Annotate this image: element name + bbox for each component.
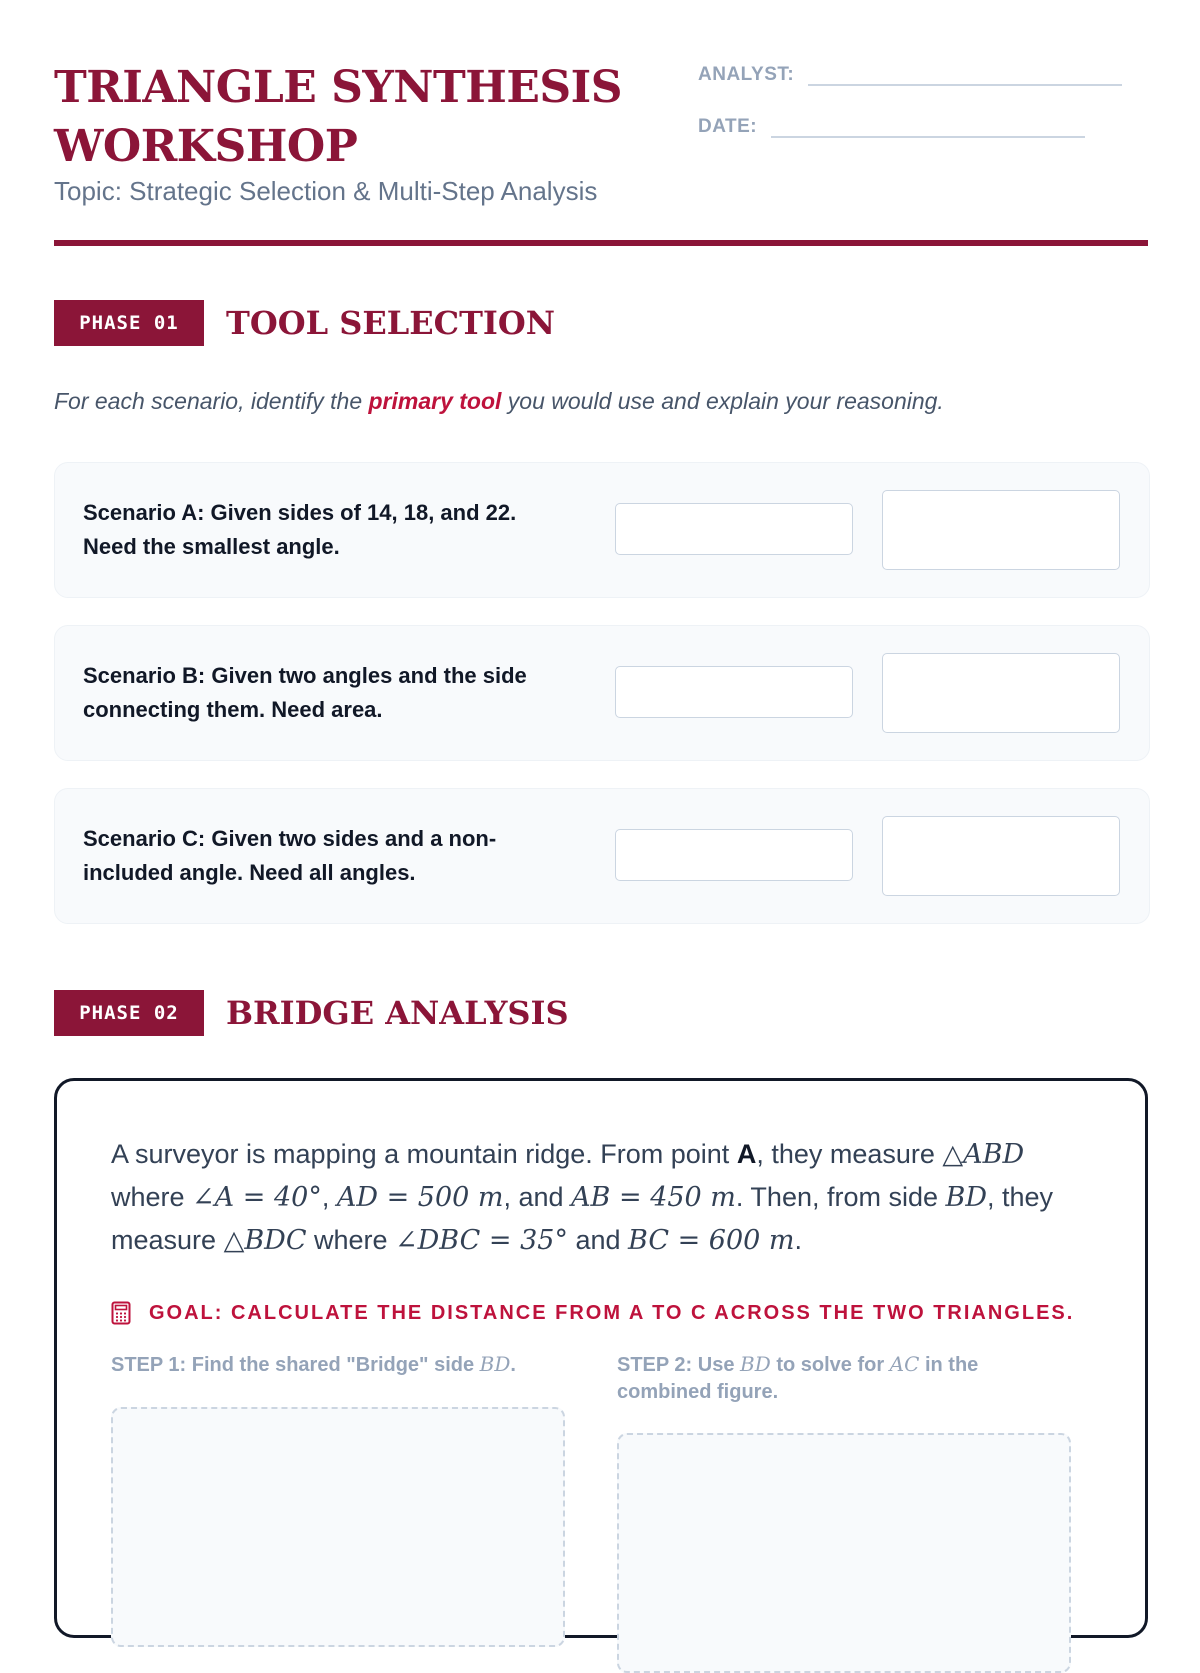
step-1-text: STEP 1: Find the shared "Bridge" side	[111, 1354, 480, 1376]
analyst-label: ANALYST:	[698, 64, 795, 85]
analyst-row	[698, 60, 1122, 86]
worksheet	[54, 0, 1148, 1600]
phase-1-instruction	[54, 388, 944, 415]
step-2-var-ac: AC	[889, 1352, 920, 1376]
step-2-text: STEP 2: Use	[617, 1354, 741, 1376]
step-2-var-bd: BD	[740, 1352, 771, 1376]
problem-text: . Then, from side	[735, 1182, 946, 1212]
angle-dbc-eq: ∠DBC = 35°	[395, 1225, 568, 1256]
scenario-c-text: Scenario C: Given two sides and a non-included angle. Need all angles.	[83, 826, 497, 885]
step-1-label	[111, 1351, 571, 1379]
scenario-card-c	[54, 788, 1150, 924]
calculator-icon	[111, 1301, 131, 1325]
problem-text: where	[306, 1225, 396, 1255]
scenario-c-tool-input[interactable]	[615, 829, 853, 881]
problem-text: and	[567, 1225, 629, 1255]
instruction-text-end: you would use and explain your reasoning.	[501, 388, 944, 414]
step-2-text-end: in the combined figure.	[617, 1354, 979, 1403]
triangle-bdc: △BDC	[223, 1225, 307, 1256]
date-row	[698, 112, 1085, 138]
step-1-text-end: .	[510, 1354, 516, 1376]
problem-text: .	[794, 1225, 803, 1255]
date-label: DATE:	[698, 116, 758, 137]
phase-2-tag: PHASE 02	[54, 990, 204, 1036]
angle-a-eq: ∠A = 40°	[192, 1182, 322, 1213]
point-a: A	[736, 1139, 757, 1169]
instruction-highlight: primary tool	[368, 388, 502, 414]
step-2-work-area[interactable]	[617, 1433, 1071, 1673]
scenario-b-tool-input[interactable]	[615, 666, 853, 718]
bridge-problem-card	[54, 1078, 1148, 1638]
page-title	[54, 58, 674, 176]
phase-1-title: TOOL SELECTION	[226, 304, 555, 342]
phase-1-header	[54, 300, 555, 346]
step-1-var: BD	[479, 1352, 511, 1376]
ab-eq: AB = 450 m	[571, 1182, 736, 1213]
step-2-label	[617, 1351, 1057, 1406]
scenario-card-b	[54, 625, 1150, 761]
phase-1-tag: PHASE 01	[54, 300, 204, 346]
phase-2-title: BRIDGE ANALYSIS	[226, 994, 569, 1032]
problem-statement	[111, 1133, 1101, 1262]
goal-text: GOAL: CALCULATE THE DISTANCE FROM A TO C ACROSS THE TWO TRIANGLES.	[149, 1301, 1075, 1324]
problem-text: , they measure	[756, 1139, 943, 1169]
bc-eq: BC = 600 m	[628, 1225, 795, 1256]
analyst-field[interactable]	[808, 60, 1122, 86]
step-1-work-area[interactable]	[111, 1407, 565, 1647]
title-line-2: WORKSHOP	[54, 121, 358, 172]
goal-statement	[111, 1301, 1111, 1325]
problem-text: A surveyor is mapping a mountain ridge. From point	[111, 1139, 737, 1169]
ad-eq: AD = 500 m	[336, 1182, 504, 1213]
header-divider	[54, 240, 1148, 246]
scenario-b-reason-input[interactable]	[882, 653, 1120, 733]
phase-2-header	[54, 990, 569, 1036]
triangle-abd: △ABD	[942, 1139, 1025, 1170]
date-field[interactable]	[771, 112, 1085, 138]
side-bd: BD	[945, 1182, 988, 1213]
scenario-card-a	[54, 462, 1150, 598]
problem-text: , they measure	[111, 1182, 1054, 1255]
topic-subtitle: Topic: Strategic Selection & Multi-Step Analysis	[54, 176, 598, 206]
title-line-1: TRIANGLE SYNTHESIS	[54, 62, 623, 113]
instruction-text: For each scenario, identify the	[54, 388, 369, 414]
scenario-a-tool-input[interactable]	[615, 503, 853, 555]
header	[54, 52, 1148, 212]
scenario-b-text: Scenario B: Given two angles and the side connecting them. Need area.	[83, 663, 527, 722]
step-2-text-mid: to solve for	[770, 1354, 890, 1376]
scenario-c-reason-input[interactable]	[882, 816, 1120, 896]
scenario-a-reason-input[interactable]	[882, 490, 1120, 570]
problem-text: where	[111, 1182, 193, 1212]
problem-text: ,	[321, 1182, 337, 1212]
problem-text: , and	[503, 1182, 572, 1212]
scenario-a-text: Scenario A: Given sides of 14, 18, and 22. Need the smallest angle.	[83, 500, 517, 559]
